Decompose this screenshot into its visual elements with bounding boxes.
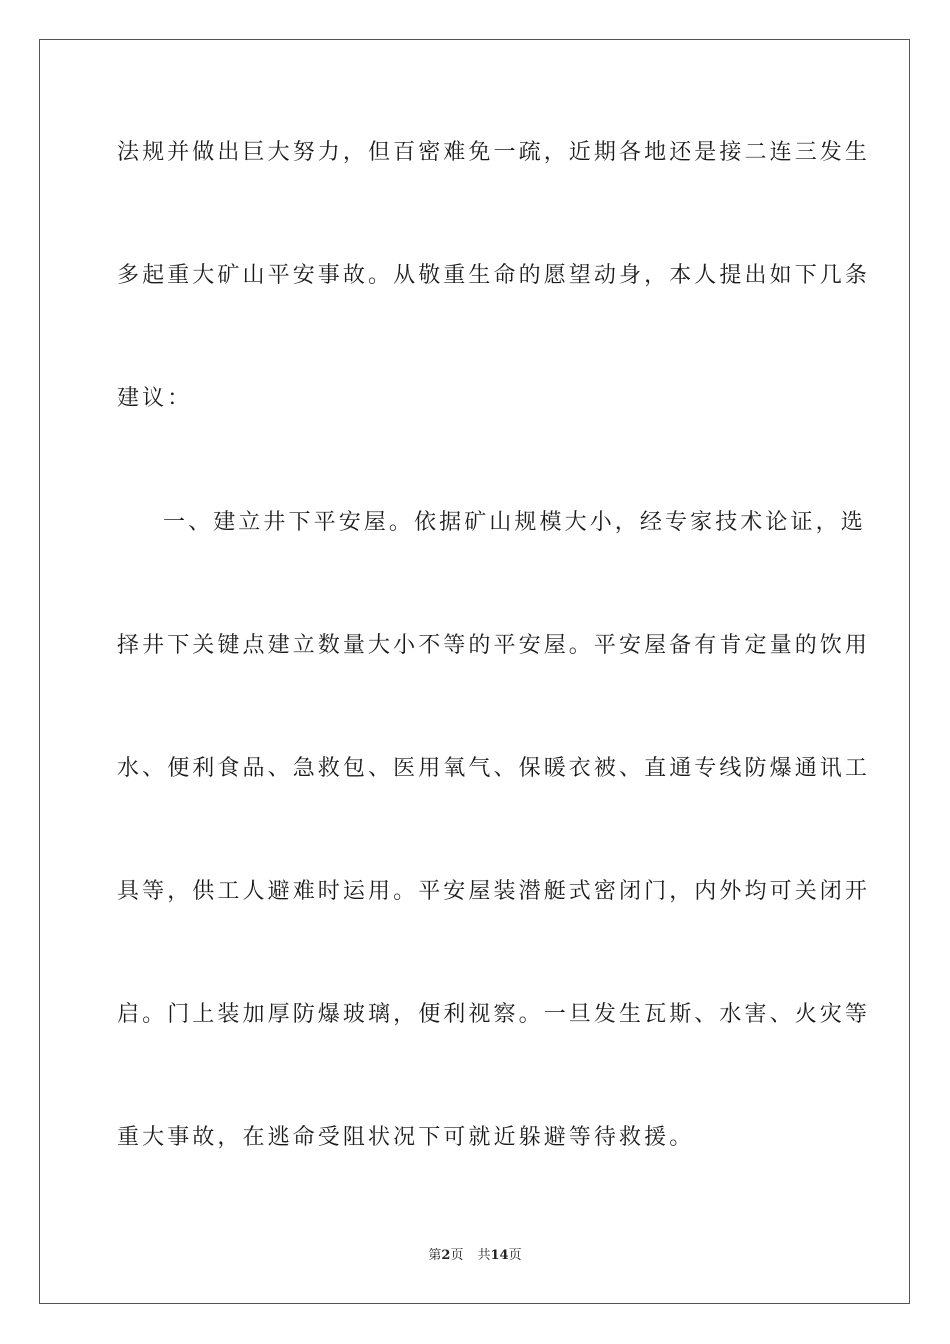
text-line-6: 水、便利食品、急救包、医用氧气、保暖衣被、直通专线防爆通讯工 [117,756,871,781]
page-footer [0,1247,950,1265]
text-line-1: 法规并做出巨大努力，但百密难免一疏，近期各地还是接二连三发生 [117,140,871,165]
page-border [39,39,910,1304]
total-pages-label: 共14页 [477,1248,522,1263]
text-line-7: 具等，供工人避难时运用。平安屋装潜艇式密闭门，内外均可关闭开 [117,879,871,904]
text-line-4: 一、建立井下平安屋。依据矿山规模大小，经专家技术论证，选 [163,510,866,535]
page-number-label: 第2页 [428,1248,464,1263]
text-line-8: 启。门上装加厚防爆玻璃，便利视察。一旦发生瓦斯、水害、火灾等 [117,1002,871,1027]
text-line-5: 择井下关键点建立数量大小不等的平安屋。平安屋备有肯定量的饮用 [117,633,871,658]
text-line-2: 多起重大矿山平安事故。从敬重生命的愿望动身，本人提出如下几条 [117,263,871,288]
text-line-3: 建议： [117,386,193,411]
text-line-9: 重大事故，在逃命受阻状况下可就近躲避等待救援。 [117,1125,695,1150]
